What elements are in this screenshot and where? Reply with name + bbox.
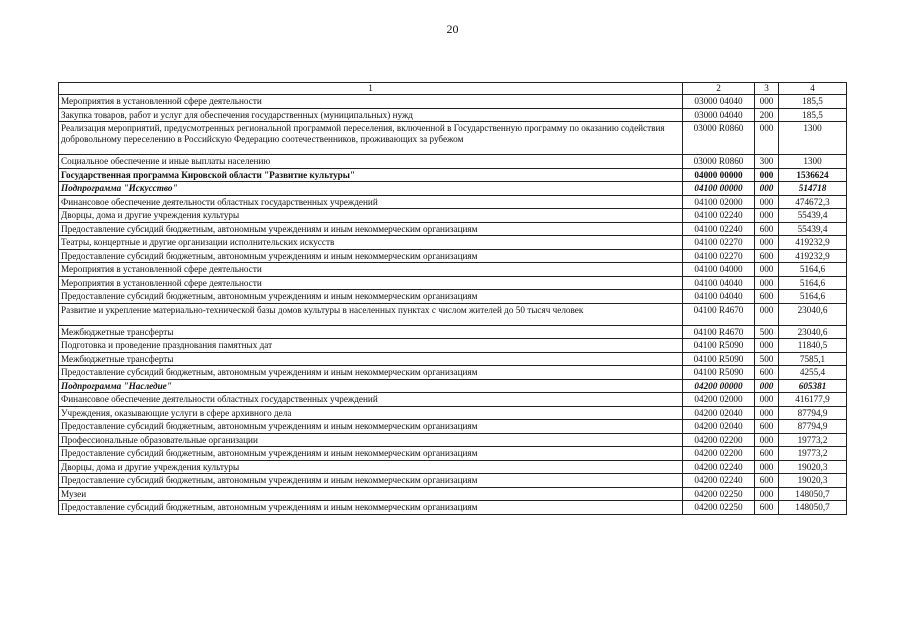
row-code-cell: 04200 02000 — [683, 393, 755, 407]
row-code-cell: 04100 R5090 — [683, 352, 755, 366]
row-sum-cell: 19020,3 — [779, 474, 847, 488]
page-number: 20 — [446, 22, 459, 36]
row-code-cell: 04100 02000 — [683, 195, 755, 209]
row-code-cell: 04100 04000 — [683, 263, 755, 277]
row-code-cell: 04200 02240 — [683, 460, 755, 474]
row-sum-cell: 5164,6 — [779, 263, 847, 277]
row-type-cell: 000 — [755, 303, 779, 325]
row-type-cell: 000 — [755, 95, 779, 109]
row-type-cell: 000 — [755, 168, 779, 182]
table-row — [59, 487, 847, 501]
table-row — [59, 108, 847, 122]
row-code-cell: 03000 R0860 — [683, 122, 755, 155]
table-row — [59, 474, 847, 488]
row-name-cell: Дворцы, дома и другие учреждения культуры — [59, 209, 683, 223]
row-name-cell: Подпрограмма "Наследие" — [59, 379, 683, 393]
row-sum-cell: 5164,6 — [779, 276, 847, 290]
row-type-cell: 000 — [755, 406, 779, 420]
table-row — [59, 195, 847, 209]
row-name-cell: Предоставление субсидий бюджетным, автономным учреждениям и иным некоммерческим организациям — [59, 249, 683, 263]
table-row — [59, 393, 847, 407]
budget-table — [58, 82, 847, 515]
row-sum-cell: 474672,3 — [779, 195, 847, 209]
row-type-cell: 300 — [755, 155, 779, 169]
table-row — [59, 366, 847, 380]
row-code-cell: 04200 02200 — [683, 447, 755, 461]
row-code-cell: 04000 00000 — [683, 168, 755, 182]
row-name-cell: Закупка товаров, работ и услуг для обеспечения государственных (муниципальных) нужд — [59, 108, 683, 122]
table-row — [59, 155, 847, 169]
row-sum-cell: 87794,9 — [779, 420, 847, 434]
row-type-cell: 000 — [755, 182, 779, 196]
row-type-cell: 000 — [755, 379, 779, 393]
row-name-cell: Профессиональные образовательные организации — [59, 433, 683, 447]
row-sum-cell: 19773,2 — [779, 447, 847, 461]
row-type-cell: 000 — [755, 339, 779, 353]
row-name-cell: Предоставление субсидий бюджетным, автономным учреждениям и иным некоммерческим организациям — [59, 290, 683, 304]
row-code-cell: 04200 02240 — [683, 474, 755, 488]
row-sum-cell: 19020,3 — [779, 460, 847, 474]
row-sum-cell: 55439,4 — [779, 209, 847, 223]
table-row — [59, 303, 847, 325]
header-col-3: 3 — [755, 83, 779, 95]
row-type-cell: 600 — [755, 222, 779, 236]
row-name-cell: Предоставление субсидий бюджетным, автономным учреждениям и иным некоммерческим организациям — [59, 501, 683, 515]
row-type-cell: 600 — [755, 420, 779, 434]
table-row — [59, 352, 847, 366]
row-code-cell: 04200 02250 — [683, 487, 755, 501]
row-name-cell: Государственная программа Кировской области "Развитие культуры" — [59, 168, 683, 182]
row-code-cell: 04100 R5090 — [683, 366, 755, 380]
row-type-cell: 500 — [755, 325, 779, 339]
row-sum-cell: 1300 — [779, 122, 847, 155]
row-name-cell: Межбюджетные трансферты — [59, 325, 683, 339]
row-sum-cell: 23040,6 — [779, 325, 847, 339]
row-code-cell: 04200 00000 — [683, 379, 755, 393]
row-name-cell: Учреждения, оказывающие услуги в сфере архивного дела — [59, 406, 683, 420]
table-row — [59, 406, 847, 420]
row-type-cell: 600 — [755, 501, 779, 515]
row-type-cell: 500 — [755, 352, 779, 366]
row-name-cell: Музеи — [59, 487, 683, 501]
table-row — [59, 263, 847, 277]
table-header-row — [59, 83, 847, 95]
table-row — [59, 433, 847, 447]
row-name-cell: Развитие и укрепление материально-технической базы домов культуры в населенных пунктах с числом жителей до 50 тысяч человек — [59, 303, 683, 325]
table-row — [59, 501, 847, 515]
table-row — [59, 249, 847, 263]
table-row — [59, 182, 847, 196]
row-sum-cell: 7585,1 — [779, 352, 847, 366]
row-type-cell: 600 — [755, 447, 779, 461]
row-code-cell: 04100 02240 — [683, 222, 755, 236]
table-row — [59, 209, 847, 223]
row-name-cell: Мероприятия в установленной сфере деятельности — [59, 276, 683, 290]
row-sum-cell: 1300 — [779, 155, 847, 169]
header-col-4: 4 — [779, 83, 847, 95]
row-code-cell: 04200 02200 — [683, 433, 755, 447]
row-sum-cell: 185,5 — [779, 95, 847, 109]
row-name-cell: Реализация мероприятий, предусмотренных региональной программой переселения, включенной в Государственную программу по оказанию содействия добровольному переселению в Российскую Федерацию соотечественников, проживающих за рубежом — [59, 122, 683, 155]
row-code-cell: 03000 04040 — [683, 95, 755, 109]
row-name-cell: Театры, концертные и другие организации исполнительских искусств — [59, 236, 683, 250]
row-name-cell: Предоставление субсидий бюджетным, автономным учреждениям и иным некоммерческим организациям — [59, 366, 683, 380]
table-body — [59, 95, 847, 515]
row-sum-cell: 19773,2 — [779, 433, 847, 447]
table-row — [59, 325, 847, 339]
table-row — [59, 95, 847, 109]
row-code-cell: 03000 04040 — [683, 108, 755, 122]
row-name-cell: Мероприятия в установленной сфере деятельности — [59, 263, 683, 277]
row-code-cell: 03000 R0860 — [683, 155, 755, 169]
table-row — [59, 122, 847, 155]
row-code-cell: 04200 02040 — [683, 406, 755, 420]
table-row — [59, 168, 847, 182]
row-type-cell: 600 — [755, 249, 779, 263]
row-type-cell: 000 — [755, 433, 779, 447]
table-row — [59, 339, 847, 353]
row-code-cell: 04100 R5090 — [683, 339, 755, 353]
table-row — [59, 420, 847, 434]
row-code-cell: 04100 02270 — [683, 249, 755, 263]
table-row — [59, 290, 847, 304]
row-sum-cell: 148050,7 — [779, 501, 847, 515]
row-name-cell: Социальное обеспечение и иные выплаты населению — [59, 155, 683, 169]
row-sum-cell: 605381 — [779, 379, 847, 393]
row-name-cell: Финансовое обеспечение деятельности областных государственных учреждений — [59, 195, 683, 209]
row-code-cell: 04100 R4670 — [683, 325, 755, 339]
row-type-cell: 600 — [755, 366, 779, 380]
row-sum-cell: 185,5 — [779, 108, 847, 122]
header-col-1: 1 — [59, 83, 683, 95]
row-sum-cell: 416177,9 — [779, 393, 847, 407]
row-type-cell: 000 — [755, 263, 779, 277]
row-type-cell: 000 — [755, 195, 779, 209]
row-name-cell: Межбюджетные трансферты — [59, 352, 683, 366]
row-type-cell: 000 — [755, 487, 779, 501]
row-type-cell: 200 — [755, 108, 779, 122]
row-type-cell: 000 — [755, 209, 779, 223]
row-sum-cell: 1536624 — [779, 168, 847, 182]
table-row — [59, 379, 847, 393]
row-code-cell: 04200 02040 — [683, 420, 755, 434]
table-row — [59, 276, 847, 290]
row-type-cell: 000 — [755, 236, 779, 250]
table-row — [59, 460, 847, 474]
row-sum-cell: 4255,4 — [779, 366, 847, 380]
row-type-cell: 000 — [755, 122, 779, 155]
row-code-cell: 04100 04040 — [683, 276, 755, 290]
row-sum-cell: 514718 — [779, 182, 847, 196]
row-type-cell: 000 — [755, 276, 779, 290]
table-row — [59, 447, 847, 461]
row-name-cell: Финансовое обеспечение деятельности областных государственных учреждений — [59, 393, 683, 407]
row-code-cell: 04100 04040 — [683, 290, 755, 304]
row-sum-cell: 55439,4 — [779, 222, 847, 236]
row-sum-cell: 5164,6 — [779, 290, 847, 304]
row-code-cell: 04100 02270 — [683, 236, 755, 250]
row-name-cell: Подготовка и проведение празднования памятных дат — [59, 339, 683, 353]
row-type-cell: 600 — [755, 474, 779, 488]
row-name-cell: Подпрограмма "Искусство" — [59, 182, 683, 196]
table-row — [59, 236, 847, 250]
row-name-cell: Мероприятия в установленной сфере деятельности — [59, 95, 683, 109]
header-col-2: 2 — [683, 83, 755, 95]
row-name-cell: Предоставление субсидий бюджетным, автономным учреждениям и иным некоммерческим организациям — [59, 420, 683, 434]
row-sum-cell: 87794,9 — [779, 406, 847, 420]
row-sum-cell: 419232,9 — [779, 249, 847, 263]
row-name-cell: Предоставление субсидий бюджетным, автономным учреждениям и иным некоммерческим организациям — [59, 447, 683, 461]
row-sum-cell: 148050,7 — [779, 487, 847, 501]
row-sum-cell: 419232,9 — [779, 236, 847, 250]
row-type-cell: 000 — [755, 460, 779, 474]
row-name-cell: Дворцы, дома и другие учреждения культуры — [59, 460, 683, 474]
row-code-cell: 04100 00000 — [683, 182, 755, 196]
row-name-cell: Предоставление субсидий бюджетным, автономным учреждениям и иным некоммерческим организациям — [59, 222, 683, 236]
table-row — [59, 222, 847, 236]
row-type-cell: 000 — [755, 393, 779, 407]
row-name-cell: Предоставление субсидий бюджетным, автономным учреждениям и иным некоммерческим организациям — [59, 474, 683, 488]
row-sum-cell: 23040,6 — [779, 303, 847, 325]
row-code-cell: 04100 02240 — [683, 209, 755, 223]
row-code-cell: 04200 02250 — [683, 501, 755, 515]
row-type-cell: 600 — [755, 290, 779, 304]
row-code-cell: 04100 R4670 — [683, 303, 755, 325]
row-sum-cell: 11840,5 — [779, 339, 847, 353]
